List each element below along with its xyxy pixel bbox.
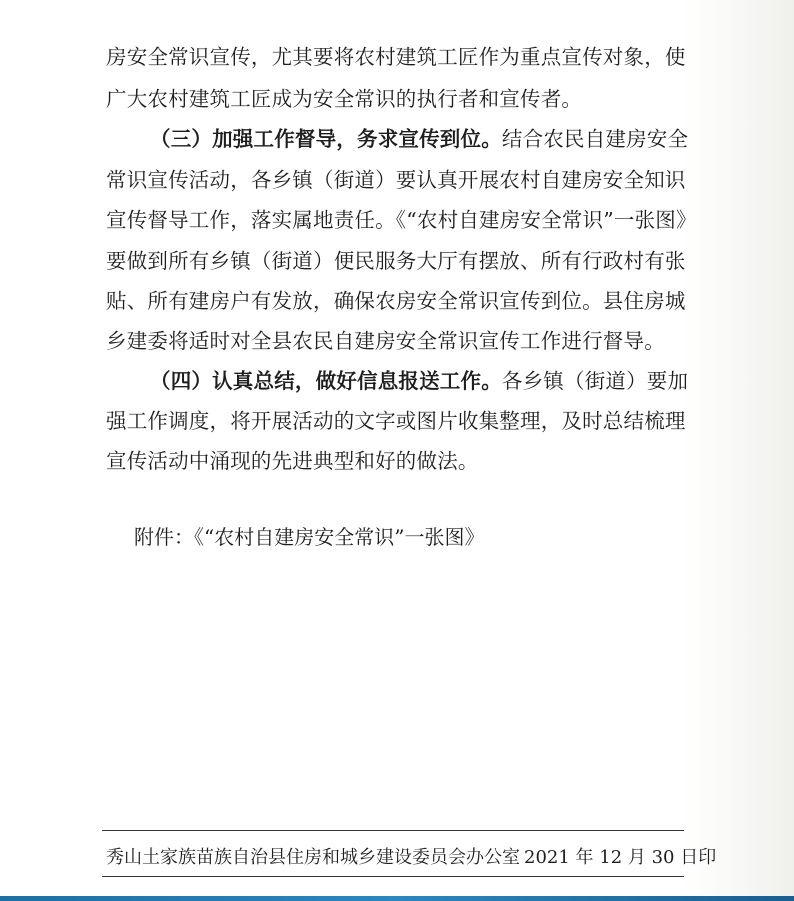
- section3-line-5: 贴、所有建房户有发放，确保农房安全常识宣传到位。县住房城: [106, 289, 686, 313]
- attachment-note: 附件：《“农村自建房安全常识”一张图》: [134, 525, 485, 549]
- body-line-2: 广大农村建筑工匠成为安全常识的执行者和宣传者。: [106, 87, 583, 111]
- section3-heading: （三）加强工作督导，务求宣传到位。: [150, 127, 502, 151]
- section4-line-2: 强工作调度，将开展活动的文字或图片收集整理，及时总结梳理: [106, 409, 686, 433]
- issuing-office: 秀山土家族苗族自治县住房和城乡建设委员会办公室: [106, 847, 520, 868]
- section4-heading: （四）认真总结，做好信息报送工作。: [150, 369, 502, 393]
- section4-first-line-rest: 各乡镇（街道）要加: [501, 369, 689, 393]
- footer-top-rule: [102, 830, 684, 831]
- section4-line-3: 宣传活动中涌现的先进典型和好的做法。: [106, 449, 479, 473]
- section4-first-line: [150, 364, 688, 398]
- body-line-1: 房安全常识宣传，尤其要将农村建筑工匠作为重点宣传对象，使: [106, 45, 686, 69]
- section3-first-line-rest: 结合农民自建房安全: [501, 127, 689, 151]
- footer-bottom-rule: [102, 876, 684, 877]
- scan-edge-strip: [0, 896, 794, 901]
- section3-line-3: 宣传督导工作，落实属地责任。《“农村自建房安全常识”一张图》: [106, 208, 697, 232]
- section3-line-6: 乡建委将适时对全县农民自建房安全常识宣传工作进行督导。: [106, 329, 665, 353]
- section3-line-4: 要做到所有乡镇（街道）便民服务大厅有摆放、所有行政村有张: [106, 249, 686, 273]
- print-date: 2021 年 12 月 30 日印: [524, 847, 717, 868]
- section3-line-2: 常识宣传活动，各乡镇（街道）要认真开展农村自建房安全知识: [106, 168, 686, 192]
- section3-first-line: [150, 122, 688, 156]
